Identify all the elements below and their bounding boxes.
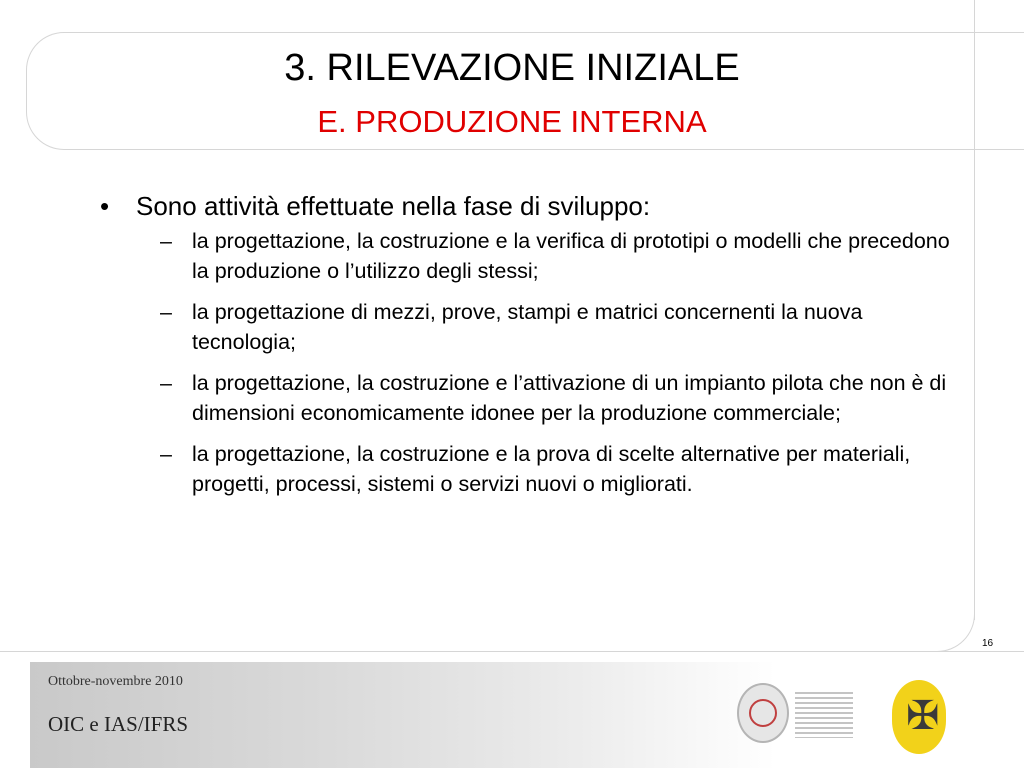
- sub-bullet-list: [96, 226, 976, 499]
- order-seal-icon: [749, 699, 777, 727]
- bottom-frame-corner: [930, 600, 975, 652]
- sub-bullet-item: [96, 226, 972, 286]
- sub-bullet-item: [96, 439, 972, 499]
- sub-bullet-text: la progettazione di mezzi, prove, stampi e matrici concernenti la nuova tecnologia;: [192, 300, 863, 354]
- slide-content: [96, 190, 976, 510]
- dash-marker: –: [160, 371, 172, 395]
- bottom-frame-line: [0, 651, 1024, 652]
- bullet-marker: •: [100, 191, 110, 221]
- sub-bullet-text: la progettazione, la costruzione e l’attivazione di un impianto pilota che non è di dimensioni economicamente idonee per la produzione commerciale;: [192, 371, 947, 425]
- bullet-text: Sono attività effettuate nella fase di sviluppo:: [136, 191, 651, 221]
- slide-subtitle: E. PRODUZIONE INTERNA: [317, 104, 707, 139]
- footer-brand: OIC e IAS/IFRS: [48, 712, 189, 736]
- sub-bullet-text: la progettazione, la costruzione e la prova di scelte alternative per materiali, progetti, processi, sistemi o servizi nuovi o migliorati.: [192, 442, 911, 496]
- yellow-emblem-logo-icon: [892, 680, 946, 754]
- sub-bullet-text: la progettazione, la costruzione e la verifica di prototipi o modelli che precedono la produzione o l’utilizzo degli stessi;: [192, 229, 950, 283]
- order-logo-text-icon: [795, 692, 853, 738]
- sub-bullet-item: [96, 368, 972, 428]
- dash-marker: –: [160, 300, 172, 324]
- emblem-mark-icon: ✠: [906, 694, 940, 738]
- order-of-accountants-logo-icon: [737, 683, 789, 743]
- dash-marker: –: [160, 229, 172, 253]
- page-number: 16: [982, 638, 994, 649]
- dash-marker: –: [160, 442, 172, 466]
- footer-date: Ottobre-novembre 2010: [48, 674, 183, 689]
- slide-title: 3. RILEVAZIONE INIZIALE: [284, 47, 740, 89]
- sub-bullet-item: [96, 297, 972, 357]
- bullet-item: [96, 190, 976, 222]
